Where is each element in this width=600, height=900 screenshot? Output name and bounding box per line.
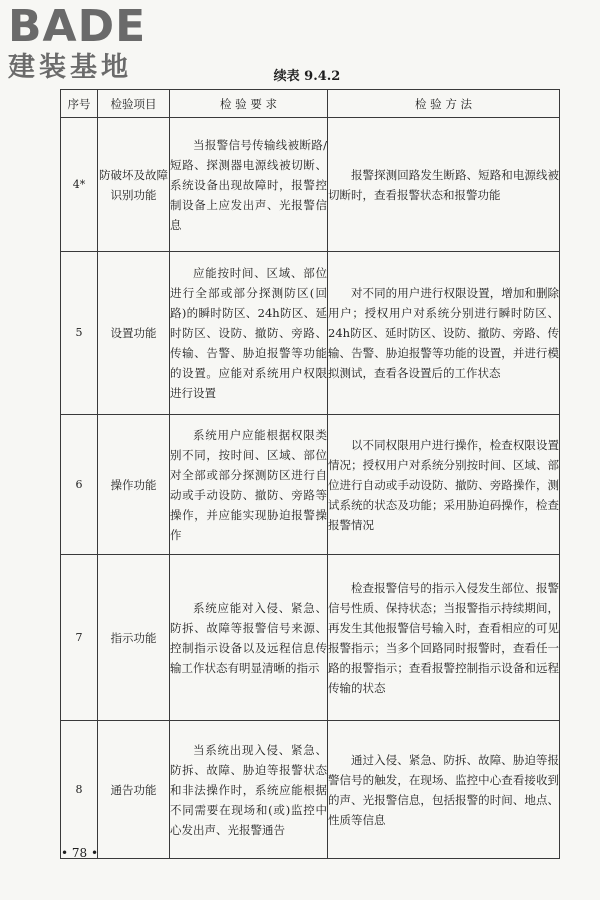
row-number: 5 — [61, 252, 98, 415]
row-requirement — [170, 555, 328, 721]
row-item: 设置功能 — [98, 252, 170, 415]
row-item: 防破坏及故障识别功能 — [98, 118, 170, 252]
row-number: 8 — [61, 721, 98, 859]
method-text: 报警探测回路发生断路、短路和电源线被切断时，查看报警状态和报警功能 — [328, 167, 559, 202]
header-requirement: 检 验 要 求 — [170, 90, 328, 118]
method-text: 通过入侵、紧急、防拆、故障、胁迫等报警信号的触发，在现场、监控中心查看接收到的声、光报警信息，包括报警的时间、地点、性质等信息 — [328, 752, 559, 827]
row-method — [328, 555, 560, 721]
row-method — [328, 252, 560, 415]
bade-logo — [8, 1, 198, 84]
row-method — [328, 118, 560, 252]
row-item: 通告功能 — [98, 721, 170, 859]
table-row — [61, 555, 560, 721]
table-row — [61, 415, 560, 555]
table-header-row — [61, 90, 560, 118]
logo-subtitle: 建装基地 — [8, 52, 132, 83]
row-number: 6 — [61, 415, 98, 555]
row-method — [328, 415, 560, 555]
table-title: 续表 9.4.2 — [273, 69, 341, 84]
row-number: 7 — [61, 555, 98, 721]
table-row — [61, 721, 560, 859]
method-text: 以不同权限用户进行操作，检查权限设置情况；授权用户对系统分别按时间、区域、部位进行自动或手动设防、撤防、旁路操作，测试系统的状态及功能；采用胁迫码操作，检查报警情况 — [328, 437, 559, 532]
row-item: 操作功能 — [98, 415, 170, 555]
table-row — [61, 252, 560, 415]
row-requirement — [170, 118, 328, 252]
row-requirement — [170, 252, 328, 415]
header-method: 检 验 方 法 — [328, 90, 560, 118]
requirement-text: 当报警信号传输线被断路/短路、探测器电源线被切断、系统设备出现故障时，报警控制设备上应发出声、光报警信息 — [170, 137, 327, 232]
row-item: 指示功能 — [98, 555, 170, 721]
row-method — [328, 721, 560, 859]
method-text: 对不同的用户进行权限设置，增加和删除用户；授权用户对系统分别进行瞬时防区、24h防区、延时防区、设防、撤防、旁路、传输、告警、胁迫报警等功能的设置，并进行模拟测试，查看各设置后的工作状态 — [328, 286, 559, 380]
header-no: 序号 — [61, 90, 98, 118]
method-text: 检查报警信号的指示入侵发生部位、报警信号性质、保持状态；当报警指示持续期间，再发生其他报警信号输入时，查看相应的可见报警指示；当多个回路同时报警时，查看任一路的报警指示；查看报警控制指示设备和远程传输的状态 — [328, 580, 559, 695]
requirement-text: 当系统出现入侵、紧急、防拆、故障、胁迫等报警状态和非法操作时，系统应能根据不同需要在现场和(或)监控中心发出声、光报警通告 — [170, 742, 327, 837]
requirement-text: 应能按时间、区域、部位进行全部或部分探测防区(回路)的瞬时防区、24h防区、延时防区、设防、撤防、旁路、传输、告警、胁迫报警等功能的设置。应能对系统用户权限进行设置 — [170, 266, 327, 400]
row-requirement — [170, 415, 328, 555]
requirement-text: 系统应能对入侵、紧急、防拆、故障等报警信号来源、控制指示设备以及远程信息传输工作状态有明显清晰的指示 — [170, 600, 327, 675]
header-item: 检验项目 — [98, 90, 170, 118]
requirement-text: 系统用户应能根据权限类别不同，按时间、区域、部位对全部或部分探测防区进行自动或手动设防、撤防、旁路等操作，并应能实现胁迫报警操作 — [170, 427, 327, 542]
logo-wordmark: BADE — [8, 1, 147, 52]
page-number: • 78 • — [61, 846, 99, 860]
inspection-table — [60, 89, 560, 859]
row-requirement — [170, 721, 328, 859]
table-row — [61, 118, 560, 252]
row-number: 4* — [61, 118, 98, 252]
